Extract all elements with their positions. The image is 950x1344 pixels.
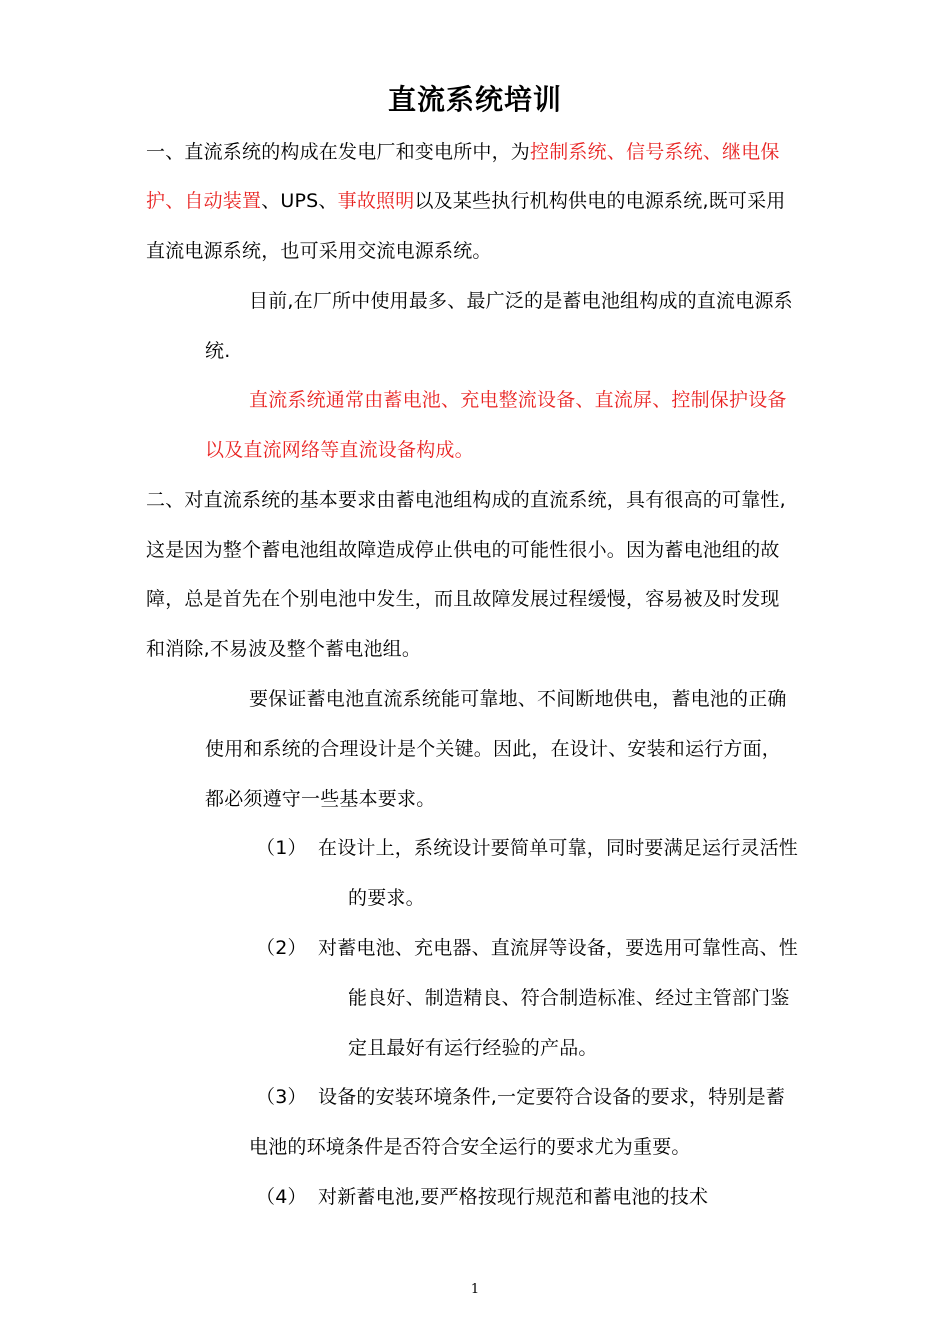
paragraph-3-line-1: 直流系统通常由蓄电池、充电整流设备、直流屏、控制保护设备 bbox=[249, 389, 787, 411]
list-item-1-line-1: 在设计上，系统设计要简单可靠，同时要满足运行灵活性 bbox=[318, 837, 799, 859]
paragraph-5-line-2: 使用和系统的合理设计是个关键。因此，在设计、安装和运行方面， bbox=[205, 738, 782, 760]
list-item-3-line-2: 电池的环境条件是否符合安全运行的要求尤为重要。 bbox=[249, 1136, 691, 1158]
document-title: 直流系统培训 bbox=[387, 83, 562, 116]
paragraph-5-line-1: 要保证蓄电池直流系统能可靠地、不间断地供电，蓄电池的正确 bbox=[249, 688, 787, 710]
list-item-3-number: （3） bbox=[256, 1086, 307, 1108]
list-item-4-line-1: 对新蓄电池,要严格按现行规范和蓄电池的技术 bbox=[318, 1186, 709, 1208]
highlighted-text: 事故照明 bbox=[337, 190, 415, 212]
paragraph-1-line-1 bbox=[146, 139, 780, 165]
text: 一、直流系统的构成在发电厂和变电所中，为 bbox=[146, 141, 531, 163]
paragraph-4-line-2: 这是因为整个蓄电池组故障造成停止供电的可能性很小。因为蓄电池组的故 bbox=[146, 539, 780, 561]
text: 、UPS、 bbox=[261, 190, 338, 212]
paragraph-4-line-3: 障，总是首先在个别电池中发生，而且故障发展过程缓慢，容易被及时发现 bbox=[146, 588, 780, 610]
paragraph-5-line-3: 都必须遵守一些基本要求。 bbox=[205, 788, 436, 810]
paragraph-4-line-1: 二、对直流系统的基本要求由蓄电池组构成的直流系统，具有很高的可靠性, bbox=[146, 489, 786, 511]
highlighted-text: 控制系统、信号系统、继电保 bbox=[530, 141, 780, 163]
list-item-2-line-2: 能良好、制造精良、符合制造标准、经过主管部门鉴 bbox=[348, 987, 790, 1009]
list-item-1-line-2: 的要求。 bbox=[348, 887, 425, 909]
paragraph-4-line-4: 和消除,不易波及整个蓄电池组。 bbox=[146, 638, 422, 660]
list-item-3-line-1: 设备的安装环境条件,一定要符合设备的要求，特别是蓄 bbox=[318, 1086, 786, 1108]
paragraph-1-line-3: 直流电源系统，也可采用交流电源系统。 bbox=[146, 240, 492, 262]
page-number: 1 bbox=[470, 1282, 480, 1297]
paragraph-2-line-2: 统. bbox=[205, 340, 231, 362]
list-item-2-line-3: 定且最好有运行经验的产品。 bbox=[348, 1037, 598, 1059]
list-item-4-number: （4） bbox=[256, 1186, 307, 1208]
list-item-2-number: （2） bbox=[256, 937, 307, 959]
list-item-2-line-1: 对蓄电池、充电器、直流屏等设备，要选用可靠性高、性 bbox=[318, 937, 799, 959]
paragraph-3-line-2: 以及直流网络等直流设备构成。 bbox=[205, 439, 474, 461]
text: 以及某些执行机构供电的电源系统,既可采用 bbox=[414, 190, 786, 212]
highlighted-text: 护、自动装置 bbox=[146, 190, 262, 212]
paragraph-2-line-1: 目前,在厂所中使用最多、最广泛的是蓄电池组构成的直流电源系 bbox=[249, 290, 793, 312]
paragraph-1-line-2 bbox=[146, 188, 786, 214]
list-item-1-number: （1） bbox=[256, 837, 307, 859]
